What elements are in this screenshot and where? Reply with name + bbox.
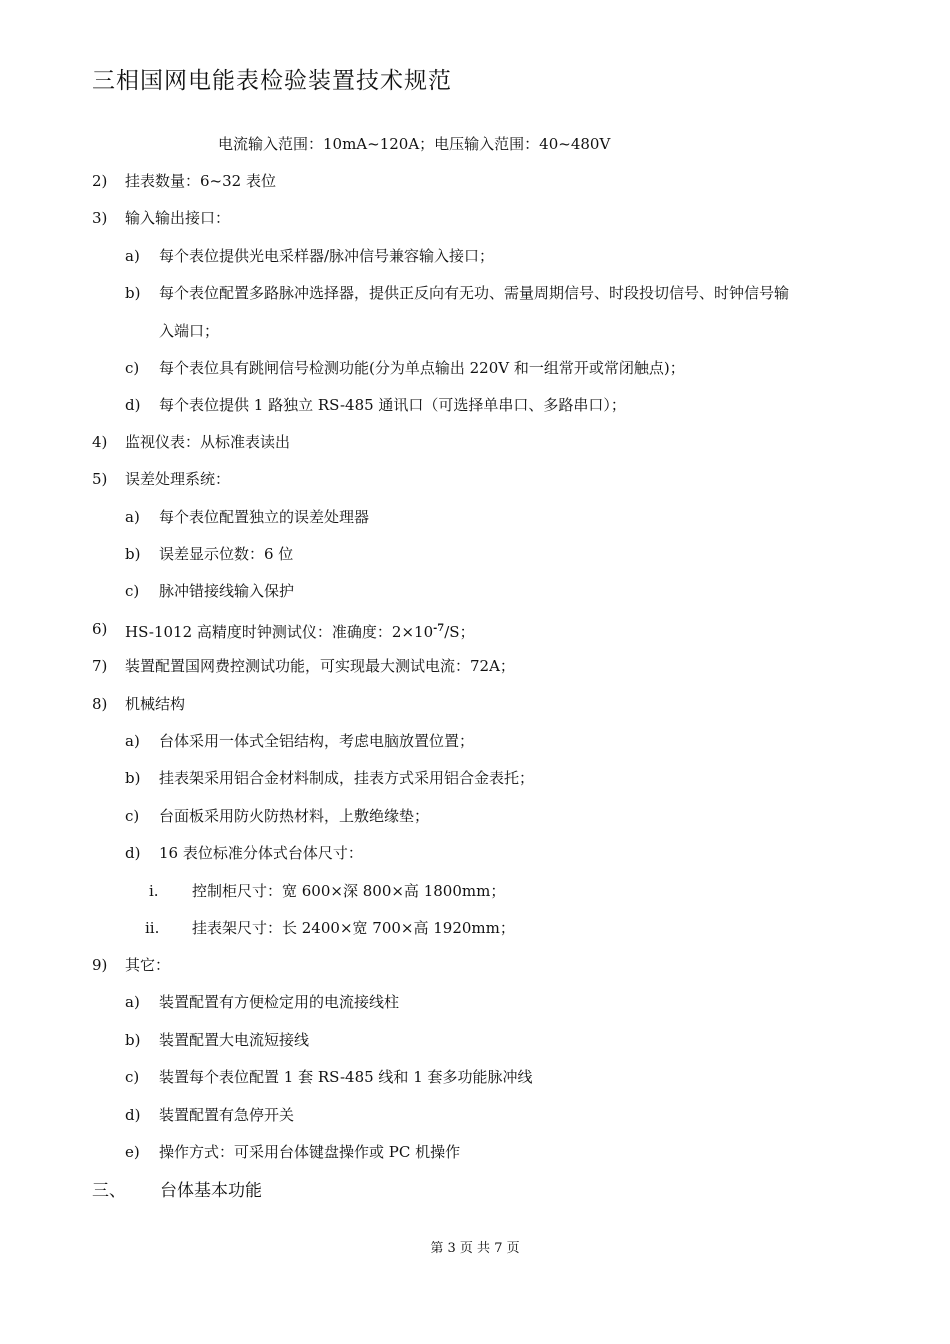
document-title: 三相国网电能表检验装置技术规范 [92, 68, 452, 94]
item-marker: b) [125, 1031, 141, 1049]
item-text: 误差显示位数：6 位 [159, 545, 294, 563]
item-marker: i. [149, 882, 159, 900]
item-text: 16 表位标准分体式台体尺寸： [159, 844, 363, 862]
item-text: 装置每个表位配置 1 套 RS-485 线和 1 套多功能脉冲线 [159, 1068, 533, 1086]
section-number: 三、 [92, 1181, 126, 1201]
item-text: 控制柜尺寸：宽 600×深 800×高 1800mm； [192, 882, 506, 900]
item-text: 监视仪表：从标准表读出 [125, 433, 291, 451]
item-marker: 6) [92, 620, 108, 638]
item-marker: ii. [145, 919, 160, 937]
item-marker: 4) [92, 433, 108, 451]
item-text: 脉冲错接线输入保护 [159, 582, 295, 600]
item-text [125, 619, 475, 642]
item-marker: b) [125, 769, 141, 787]
item-text: 每个表位提供光电采样器/脉冲信号兼容输入接口； [159, 247, 495, 265]
item-marker: d) [125, 396, 141, 414]
item-text: 其它： [125, 956, 171, 974]
item-text: 装置配置有急停开关 [159, 1106, 295, 1124]
item-marker: c) [125, 582, 140, 600]
item-marker: 5) [92, 470, 108, 488]
item-marker: c) [125, 807, 140, 825]
item-marker: d) [125, 844, 141, 862]
item-marker: a) [125, 508, 140, 526]
item-marker: b) [125, 545, 141, 563]
item-text: 入端口； [159, 322, 220, 340]
item-marker: 9) [92, 956, 108, 974]
item-marker: 7) [92, 657, 108, 675]
item-text: 装置配置有方便检定用的电流接线柱 [159, 993, 400, 1011]
item-text: 操作方式：可采用台体键盘操作或 PC 机操作 [159, 1143, 461, 1161]
item-text: 台面板采用防火防热材料，上敷绝缘垫； [159, 807, 430, 825]
item-text: 每个表位配置独立的误差处理器 [159, 508, 370, 526]
item-marker: d) [125, 1106, 141, 1124]
item-text: 误差处理系统： [125, 470, 231, 488]
item-marker: 2) [92, 172, 108, 190]
item-text: 挂表架采用铝合金材料制成，挂表方式采用铝合金表托； [159, 769, 535, 787]
item-text: 台体采用一体式全铝结构，考虑电脑放置位置； [159, 732, 475, 750]
item-text: 输入输出接口： [125, 209, 231, 227]
accuracy-text: HS-1012 高精度时钟测试仪：准确度：2×10 [125, 623, 434, 641]
item-marker: b) [125, 284, 141, 302]
item-text: 每个表位提供 1 路独立 RS-485 通讯口（可选择单串口、多路串口）； [159, 396, 626, 414]
item-marker: c) [125, 359, 140, 377]
item-text: 挂表数量：6~32 表位 [125, 172, 276, 190]
accuracy-exponent: -7 [433, 623, 445, 634]
item-marker: e) [125, 1143, 140, 1161]
page-footer: 第 3 页 共 7 页 [430, 1241, 520, 1256]
item-text: 装置配置国网费控测试功能，可实现最大测试电流：72A； [125, 657, 515, 675]
item-marker: 8) [92, 695, 108, 713]
item-marker: c) [125, 1068, 140, 1086]
item-text: 装置配置大电流短接线 [159, 1031, 310, 1049]
item-text: 每个表位具有跳闸信号检测功能(分为单点输出 220V 和一组常开或常闭触点)； [159, 359, 685, 377]
item-marker: 3) [92, 209, 108, 227]
item-marker: a) [125, 247, 140, 265]
item-text: 机械结构 [125, 695, 186, 713]
item-marker: a) [125, 993, 140, 1011]
accuracy-unit: /S； [444, 623, 475, 641]
item-marker: a) [125, 732, 140, 750]
item-text: 挂表架尺寸：长 2400×宽 700×高 1920mm； [192, 919, 515, 937]
item-text: 每个表位配置多路脉冲选择器，提供正反向有无功、需量周期信号、时段投切信号、时钟信号输 [159, 284, 790, 302]
intro-line: 电流输入范围：10mA~120A；电压输入范围：40~480V [218, 135, 611, 153]
section-label: 台体基本功能 [160, 1181, 262, 1201]
